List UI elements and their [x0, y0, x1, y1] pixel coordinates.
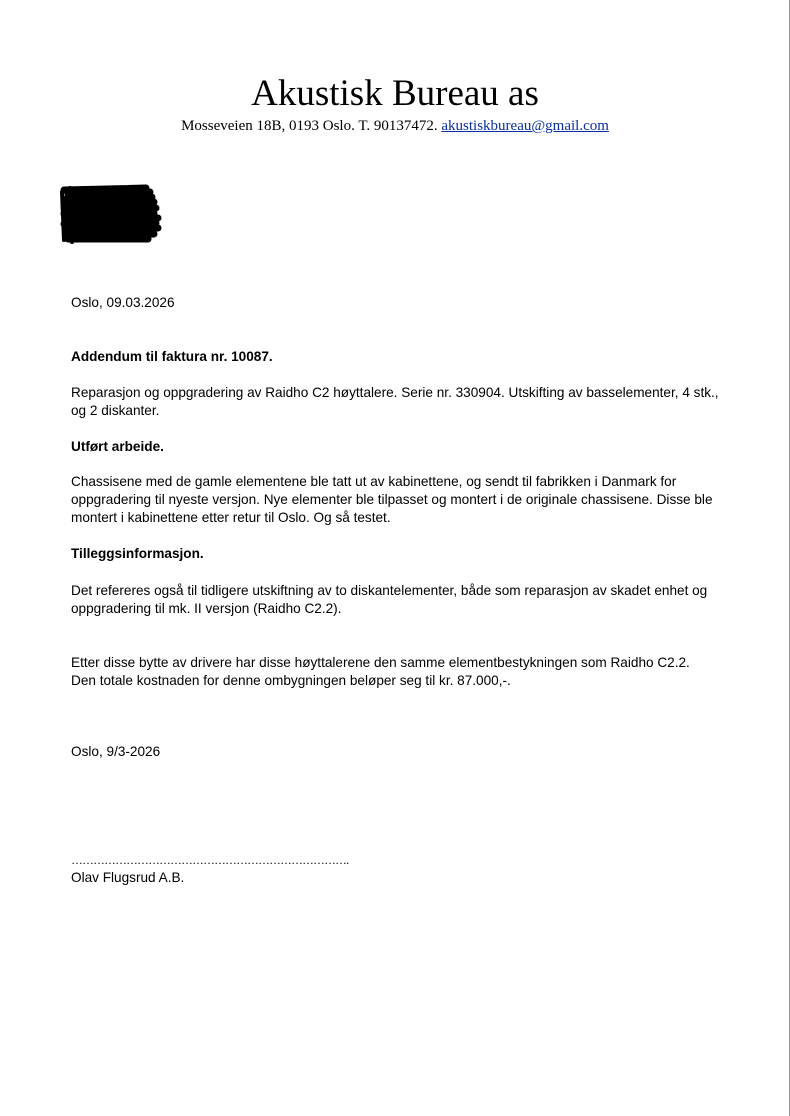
work-line-1: Chassisene med de gamle elementene ble tatt ut av kabinettene, og sendt til fabrikken i Danmark for [71, 474, 677, 489]
email-link[interactable]: akustiskbureau@gmail.com [441, 118, 609, 134]
summary-line-2: Den totale kostnaden for denne ombygningen beløper seg til kr. 87.000,-. [71, 673, 511, 688]
redaction-scribble [58, 182, 162, 248]
signer-name: Olav Flugsrud A.B. [71, 870, 185, 885]
info-line-1: Det refereres også til tidligere utskiftning av to diskantelementer, både som reparasjon av skadet enhet og [71, 583, 708, 598]
work-heading: Utført arbeide. [71, 439, 164, 454]
company-address [0, 116, 790, 136]
letter-subject: Addendum til faktura nr. 10087. [71, 349, 273, 364]
closing-date: Oslo, 9/3-2026 [71, 744, 161, 759]
intro-line-2: og 2 diskanter. [71, 403, 160, 418]
letterhead [0, 72, 790, 136]
address-text: Mosseveien 18B, 0193 Oslo. T. 90137472. [181, 118, 438, 134]
company-name: Akustisk Bureau as [251, 73, 539, 114]
letter-date: Oslo, 09.03.2026 [71, 295, 175, 310]
info-line-2: oppgradering til mk. II versjon (Raidho C2.2). [71, 601, 342, 616]
signature-line: …………………………………………………………………. [71, 853, 349, 867]
work-line-2: oppgradering til nyeste versjon. Nye elementer ble tilpasset og montert i de originale chassisene. Disse ble [71, 492, 713, 507]
intro-line-1: Reparasjon og oppgradering av Raidho C2 høyttalere. Serie nr. 330904. Utskifting av basselementer, 4 stk., [71, 385, 719, 400]
summary-line-1: Etter disse bytte av drivere har disse høyttalerene den samme elementbestykningen som Raidho C2.2. [71, 655, 690, 670]
work-line-3: montert i kabinettene etter retur til Oslo. Og så testet. [71, 510, 391, 525]
info-heading: Tilleggsinformasjon. [71, 546, 204, 561]
